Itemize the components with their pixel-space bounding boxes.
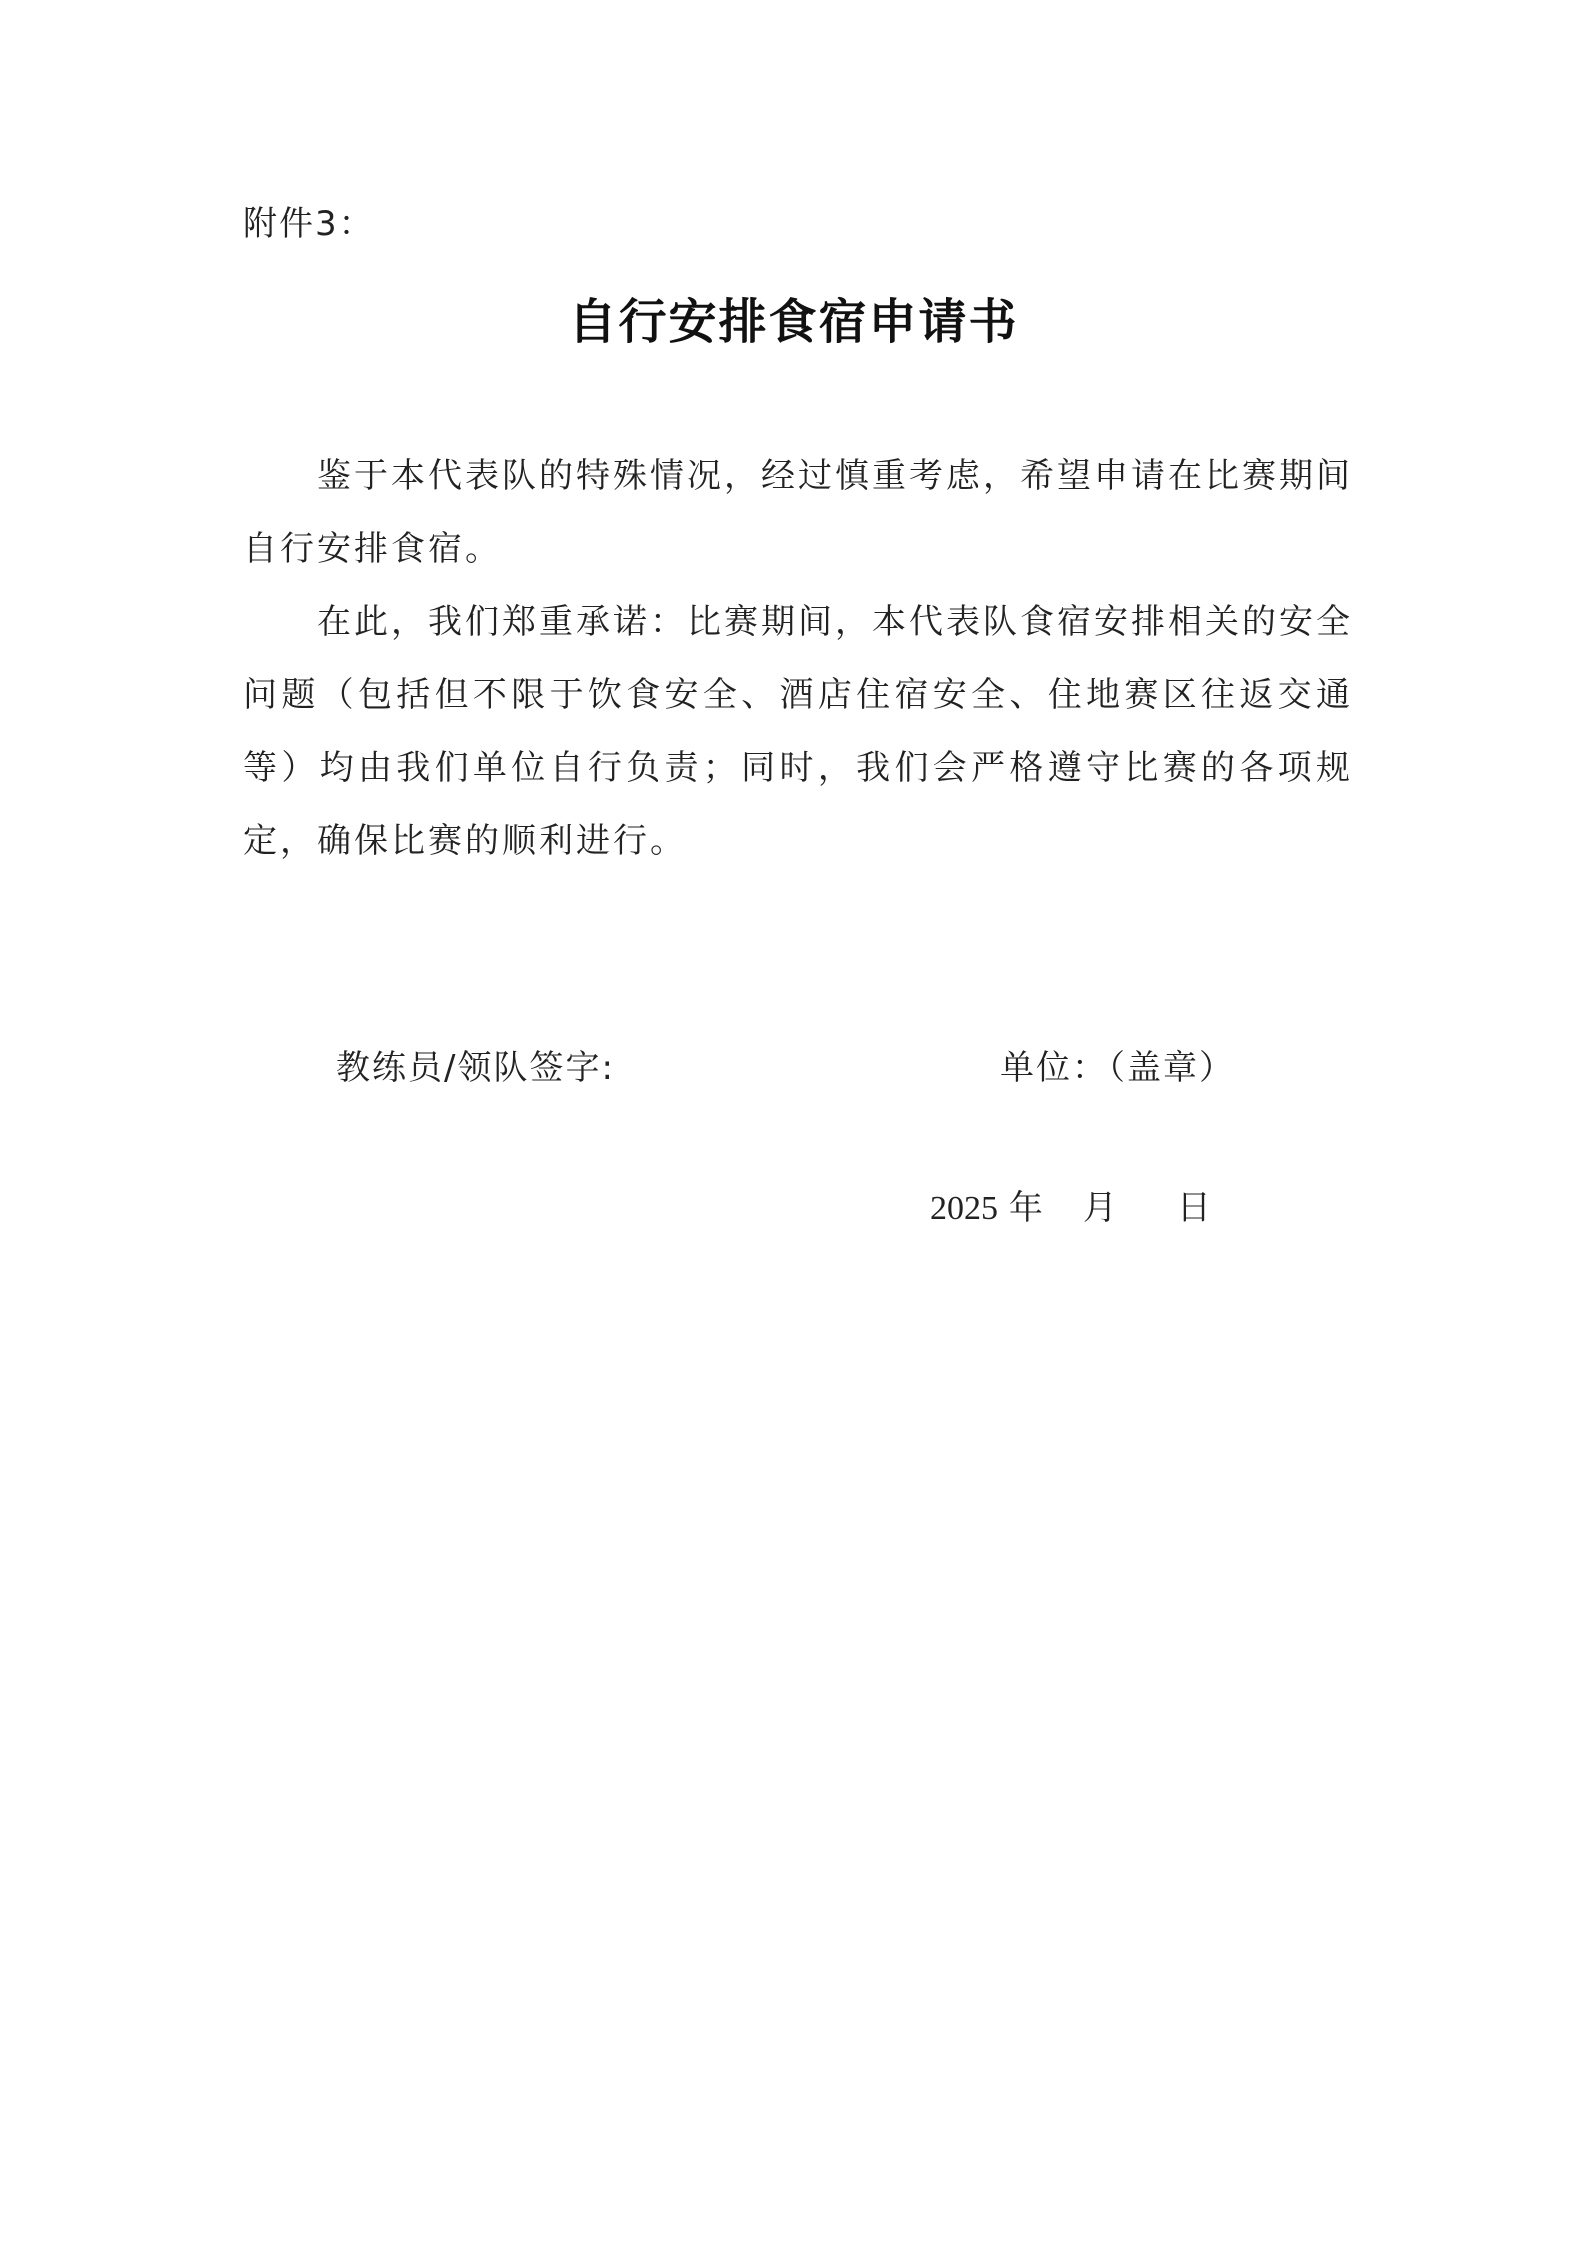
signature-row [0,1040,1587,1100]
date-line [930,1180,1211,1229]
document-body [243,440,1353,878]
document-title: 自行安排食宿申请书 [568,294,1019,350]
paragraph-request: 鉴于本代表队的特殊情况，经过慎重考虑，希望申请在比赛期间自行安排食宿。 [243,456,1353,569]
paragraph-commitment: 在此，我们郑重承诺：比赛期间，本代表队食宿安排相关的安全问题（包括但不限于饮食安全、酒店住宿安全、住地赛区往返交通等）均由我们单位自行负责；同时，我们会严格遵守比赛的各项规定，确保比赛的顺利进行。 [243,602,1353,861]
date-year: 2025 [930,1190,998,1227]
attachment-label: 附件3： [243,204,375,244]
unit-seal-label: 单位：（盖章） [1000,1048,1235,1088]
date-day-suffix: 日 [1176,1188,1211,1228]
coach-signature-label: 教练员/领队签字: [336,1048,615,1088]
date-month-suffix: 月 [1082,1188,1117,1228]
date-year-suffix: 年 [1008,1188,1043,1228]
